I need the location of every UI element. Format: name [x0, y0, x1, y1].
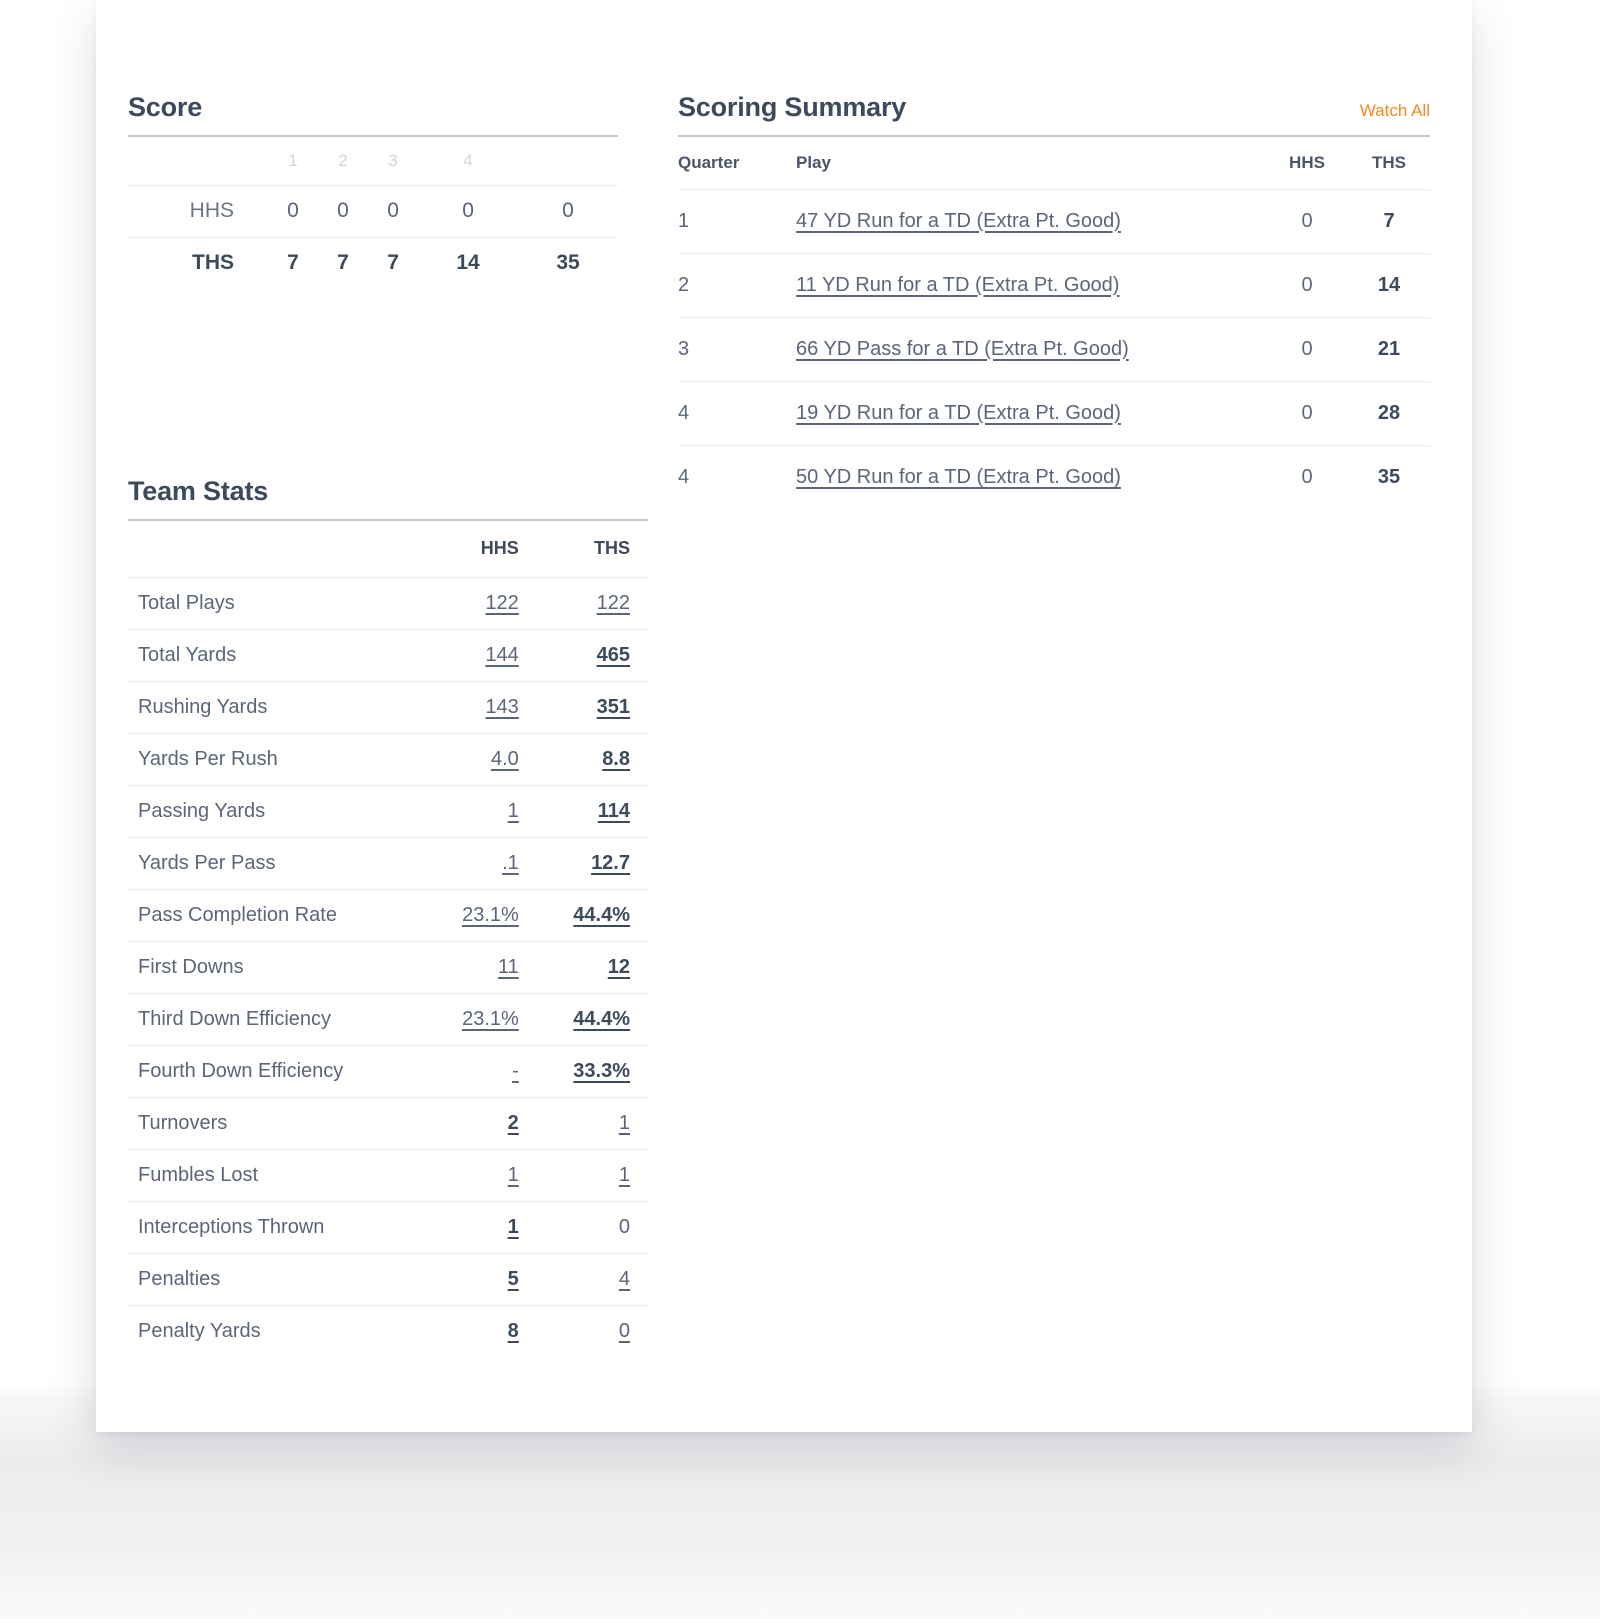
table-row [128, 733, 648, 785]
stat-value-hhs-cell [426, 1097, 537, 1149]
stat-value-ths[interactable]: 44.4% [573, 1007, 630, 1030]
scoring-col-ths: THS [1372, 152, 1406, 172]
score-team-header [128, 137, 268, 185]
scoring-ths: 35 [1348, 445, 1430, 509]
stat-label: First Downs [128, 941, 426, 993]
stat-value-ths: 0 [618, 1215, 630, 1238]
table-row [678, 381, 1430, 445]
team-stats-table [128, 521, 648, 1357]
stat-value-hhs-cell [426, 785, 537, 837]
stat-value-hhs-cell [426, 1045, 537, 1097]
score-cell-q2: 0 [337, 199, 349, 222]
stat-value-hhs[interactable]: 1 [507, 1215, 519, 1238]
score-row-team: HHS [189, 199, 234, 222]
stat-value-ths-cell [537, 1097, 648, 1149]
stat-value-hhs-cell [426, 629, 537, 681]
stat-value-ths[interactable]: 465 [596, 643, 630, 666]
scoring-play [796, 445, 1266, 509]
scoring-quarter: 2 [678, 253, 796, 317]
scoring-quarter: 3 [678, 317, 796, 381]
stat-value-hhs[interactable]: 143 [485, 695, 519, 718]
table-row [678, 445, 1430, 509]
scoring-ths: 14 [1348, 253, 1430, 317]
stat-value-ths-cell [537, 837, 648, 889]
stat-value-ths[interactable]: 351 [596, 695, 630, 718]
stat-label: Fourth Down Efficiency [128, 1045, 426, 1097]
scoring-quarter: 1 [678, 189, 796, 253]
stat-value-hhs[interactable]: 122 [485, 591, 519, 614]
scoring-quarter: 4 [678, 445, 796, 509]
stat-value-ths-cell [537, 1201, 648, 1253]
stat-value-hhs-cell [426, 993, 537, 1045]
score-row-ths [128, 237, 618, 289]
score-period-header-1: 1 [288, 150, 298, 170]
stat-value-hhs-cell [426, 941, 537, 993]
scoring-quarter: 4 [678, 381, 796, 445]
table-row [128, 837, 648, 889]
stat-label: Rushing Yards [128, 681, 426, 733]
score-total-header [518, 137, 618, 185]
team-stats-table-body [128, 577, 648, 1357]
stat-value-hhs-cell [426, 1201, 537, 1253]
stat-value-ths-cell [537, 1149, 648, 1201]
stat-value-hhs-cell [426, 577, 537, 629]
play-link[interactable]: 11 YD Run for a TD (Extra Pt. Good) [796, 273, 1120, 296]
score-cell-q3: 0 [387, 199, 399, 222]
table-row [678, 317, 1430, 381]
stat-value-hhs[interactable]: 2 [507, 1111, 519, 1134]
score-row-hhs [128, 185, 618, 237]
team-stats-col-ths: THS [594, 538, 630, 559]
scoring-summary-table [678, 137, 1430, 509]
table-row [678, 253, 1430, 317]
stat-value-ths[interactable]: 12.7 [591, 851, 630, 874]
scoring-play [796, 317, 1266, 381]
stat-value-hhs-cell [426, 1253, 537, 1305]
stat-value-hhs[interactable]: 144 [485, 643, 519, 666]
stat-value-ths[interactable]: 12 [607, 955, 630, 978]
stat-label: Yards Per Pass [128, 837, 426, 889]
play-link[interactable]: 19 YD Run for a TD (Extra Pt. Good) [796, 401, 1121, 424]
stat-value-ths-cell [537, 629, 648, 681]
score-header-row [128, 137, 618, 185]
stat-value-ths-cell [537, 1045, 648, 1097]
table-row [128, 785, 648, 837]
table-row [128, 1149, 648, 1201]
stat-label: Yards Per Rush [128, 733, 426, 785]
score-cell-q4: 0 [462, 199, 474, 222]
stat-value-hhs[interactable]: .1 [502, 851, 519, 874]
stat-value-hhs-cell [426, 681, 537, 733]
team-stats-header [128, 476, 648, 521]
table-row [128, 629, 648, 681]
score-cell-q4: 14 [456, 251, 480, 275]
score-cell-q1: 7 [287, 251, 299, 275]
content-card [96, 0, 1472, 1432]
score-table-body [128, 185, 618, 289]
scoring-summary-panel [678, 92, 1430, 509]
scoring-ths: 28 [1348, 381, 1430, 445]
stat-label: Total Yards [128, 629, 426, 681]
table-row [128, 1045, 648, 1097]
stat-value-hhs[interactable]: 1 [507, 1163, 519, 1186]
score-table [128, 137, 618, 289]
stat-value-ths[interactable]: 114 [597, 799, 630, 822]
score-panel-header [128, 92, 618, 137]
score-cell-q3: 7 [387, 251, 399, 275]
stat-value-ths-cell [537, 1253, 648, 1305]
scoring-ths: 21 [1348, 317, 1430, 381]
team-stats-col-label [128, 521, 426, 577]
team-stats-table-head [128, 521, 648, 577]
score-period-header-3: 3 [388, 150, 398, 170]
scoring-col-quarter: Quarter [678, 152, 740, 172]
stat-label: Passing Yards [128, 785, 426, 837]
stat-value-ths[interactable]: 8.8 [602, 747, 630, 770]
table-row [128, 1305, 648, 1357]
scoring-col-hhs: HHS [1289, 152, 1325, 172]
stat-value-hhs-cell [426, 889, 537, 941]
score-panel [128, 92, 618, 289]
score-title: Score [128, 92, 203, 122]
stat-value-hhs[interactable]: 5 [507, 1267, 519, 1290]
team-stats-header-row [128, 521, 648, 577]
stat-label: Total Plays [128, 577, 426, 629]
stat-value-ths[interactable]: 1 [618, 1163, 630, 1186]
scoring-hhs: 0 [1266, 189, 1348, 253]
stat-label: Turnovers [128, 1097, 426, 1149]
score-row-team: THS [192, 251, 234, 275]
stat-label: Penalty Yards [128, 1305, 426, 1357]
table-row [678, 189, 1430, 253]
scoring-summary-table-head [678, 137, 1430, 189]
score-cell-total: 0 [562, 199, 574, 222]
scoring-play [796, 189, 1266, 253]
score-table-head [128, 137, 618, 185]
team-stats-title: Team Stats [128, 476, 269, 506]
play-link[interactable]: 50 YD Run for a TD (Extra Pt. Good) [796, 465, 1121, 488]
stat-value-ths[interactable]: 0 [618, 1319, 630, 1342]
scoring-summary-header [678, 92, 1430, 137]
stat-value-ths[interactable]: 44.4% [573, 903, 630, 926]
stat-value-ths-cell [537, 681, 648, 733]
table-row [128, 1097, 648, 1149]
play-link[interactable]: 66 YD Pass for a TD (Extra Pt. Good) [796, 337, 1129, 360]
scoring-ths: 7 [1348, 189, 1430, 253]
stat-value-hhs[interactable]: 23.1% [462, 903, 519, 926]
scoring-col-play: Play [796, 152, 831, 172]
scoring-hhs: 0 [1266, 381, 1348, 445]
stat-value-hhs-cell [426, 733, 537, 785]
score-period-header-2: 2 [338, 150, 348, 170]
stat-value-hhs[interactable]: 11 [498, 955, 519, 978]
stat-value-hhs[interactable]: 4.0 [490, 747, 519, 770]
stat-label: Interceptions Thrown [128, 1201, 426, 1253]
stat-value-ths-cell [537, 889, 648, 941]
table-row [128, 1201, 648, 1253]
stat-label: Pass Completion Rate [128, 889, 426, 941]
stat-label: Third Down Efficiency [128, 993, 426, 1045]
stat-value-hhs[interactable]: 23.1% [462, 1007, 519, 1030]
stat-value-ths[interactable]: 122 [596, 591, 630, 614]
table-row [128, 1253, 648, 1305]
stat-value-hhs[interactable]: 8 [507, 1319, 519, 1342]
stat-value-ths-cell [537, 785, 648, 837]
table-row [128, 941, 648, 993]
table-row [128, 577, 648, 629]
score-period-header-4: 4 [463, 150, 473, 170]
scoring-play [796, 381, 1266, 445]
stat-value-hhs[interactable]: 1 [507, 799, 519, 822]
stat-value-hhs-cell [426, 1149, 537, 1201]
table-row [128, 889, 648, 941]
play-link[interactable]: 47 YD Run for a TD (Extra Pt. Good) [796, 209, 1121, 232]
stat-label: Fumbles Lost [128, 1149, 426, 1201]
score-cell-total: 35 [556, 251, 580, 275]
stat-value-ths-cell [537, 1305, 648, 1357]
scoring-summary-table-body [678, 189, 1430, 509]
scoring-play [796, 253, 1266, 317]
stat-value-ths-cell [537, 993, 648, 1045]
stat-value-ths-cell [537, 733, 648, 785]
stat-value-hhs[interactable]: - [512, 1059, 519, 1082]
stat-value-ths-cell [537, 577, 648, 629]
stat-value-ths[interactable]: 33.3% [573, 1059, 630, 1082]
stat-value-hhs-cell [426, 1305, 537, 1357]
scoring-hhs: 0 [1266, 445, 1348, 509]
scoring-summary-title: Scoring Summary [678, 92, 907, 122]
stat-value-hhs-cell [426, 837, 537, 889]
stat-label: Penalties [128, 1253, 426, 1305]
stat-value-ths[interactable]: 4 [618, 1267, 630, 1290]
table-row [128, 993, 648, 1045]
scoring-summary-header-row [678, 137, 1430, 189]
scoring-hhs: 0 [1266, 253, 1348, 317]
team-stats-panel [128, 476, 648, 1357]
stat-value-ths[interactable]: 1 [618, 1111, 630, 1134]
scoring-hhs: 0 [1266, 317, 1348, 381]
watch-all-link[interactable]: Watch All [1359, 101, 1430, 120]
team-stats-col-hhs: HHS [480, 538, 519, 559]
stat-value-ths-cell [537, 941, 648, 993]
score-cell-q1: 0 [287, 199, 299, 222]
score-cell-q2: 7 [337, 251, 349, 275]
table-row [128, 681, 648, 733]
